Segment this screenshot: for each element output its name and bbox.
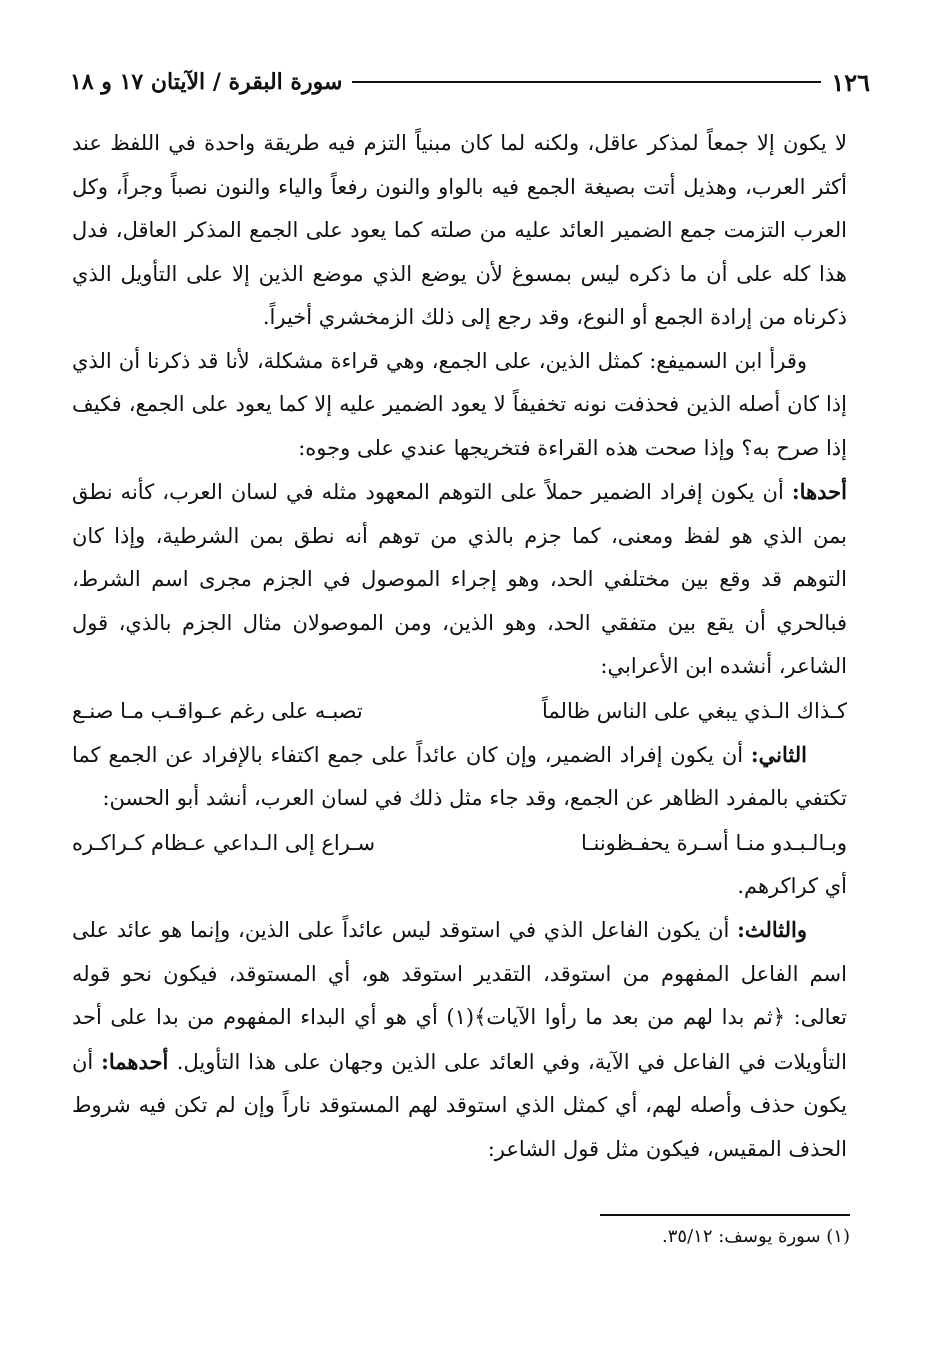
label-third: والثالث: xyxy=(737,917,807,942)
paragraph-2: وقرأ ابن السميفع: كمثل الذين، على الجمع، وهي قراءة مشكلة، لأنا قد ذكرنا أن الذي إذا كان أصله الذين فحذفت نونه تخفيفاً لا يعود الضمير عليه إلا كما يعود على الجمع، فكيف إذا صرح به؟ وإذا صحت هذه القراءة فتخريجها عندي على وجوه: xyxy=(72,348,847,460)
paragraph-5 xyxy=(72,908,847,1171)
verse-2-first-hemistich: وبـالـبـدو منـا أسـرة يحفـظوننـا xyxy=(580,830,847,855)
verse-2-second-hemistich: سـراع إلى الـداعي عـظام كـراكـره xyxy=(72,830,376,855)
paragraph-1: لا يكون إلا جمعاً لمذكر عاقل، ولكنه لما كان مبنياً التزم فيه طريقة واحدة في اللفظ عند أكثر العرب، وهذيل أتت بصيغة الجمع فيه بالواو والنون رفعاً والياء والنون نصباً وجراً، وكل العرب التزمت جمع الضمير العائد عليه من صلته كما يعود على الجمع المذكر العاقل، فدل هذا كله على أن ما ذكره ليس بمسوغ لأن يوضع الذي موضع الذين إلا على التأويل الذي ذكرناه من إرادة الجمع أو النوع، وقد رجع إلى ذلك الزمخشري أخيراً. xyxy=(72,131,847,329)
header-rule xyxy=(352,81,821,83)
footnote: (١) سورة يوسف: ٣٥/١٢. xyxy=(662,1226,850,1247)
verse-1-first-hemistich: كـذاك الـذي يبغي على الناس ظالماً xyxy=(542,698,847,723)
paragraph-3-text: أن يكون إفراد الضمير حملاً على التوهم المعهود مثله في لسان العرب، كأنه نطق بمن الذي هو لفظ ومعنى، كما جزم بالذي من توهم أنه نطق بمن الشرطية، وإذا كان التوهم قد وقع بين مختلفي الحد، وهو إجراء الموصول في الجزم مجرى اسم الشرط، فبالحري أن يقع بين متفقي الحد، وهو الذين، ومن الموصولان مثال الجزم بالذي، قول الشاعر، أنشده ابن الأعرابي: xyxy=(72,480,847,678)
label-first: أحدها: xyxy=(791,479,847,504)
running-title: سورة البقرة / الآيتان ١٧ و ١٨ xyxy=(70,69,343,95)
page-header xyxy=(70,62,870,102)
label-first-of-two: أحدهما: xyxy=(101,1048,177,1074)
label-second: الثاني: xyxy=(750,741,807,767)
page-number: ١٢٦ xyxy=(831,67,870,97)
verse-2 xyxy=(72,821,847,865)
paragraph-5-text: أن يكون الفاعل الذي في استوقد ليس عائداً على الذين، وإنما هو عائد على اسم الفاعل المفهوم من استوقد، التقدير استوقد هو، أي المستوقد، فيكون نحو قوله تعالى: ﴿ثم بدا لهم من بعد ما رأوا الآيات﴾(١) أي هو أي البداء المفهوم من بدا على أحد التأويلات في الفاعل في الآية، وفي العائد على الذين وجهان على هذا التأويل. xyxy=(72,918,848,1074)
footnote-rule xyxy=(600,1214,850,1216)
paragraph-4-text: أن يكون إفراد الضمير، وإن كان عائداً على جمع اكتفاء بالإفراد عن الجمع كما تكتفي بالمفرد الظاهر عن الجمع، وقد جاء مثل ذلك في لسان العرب، أنشد أبو الحسن: xyxy=(72,742,847,810)
verse-2-gloss: أي كراكرهم. xyxy=(737,873,847,898)
paragraph-3 xyxy=(72,470,847,689)
verse-1-second-hemistich: تصبـه على رغم عـواقـب مـا صنـع xyxy=(72,698,363,723)
verse-1 xyxy=(72,689,847,733)
paragraph-5-continuation: أن يكون حذف وأصله لهم، أي كمثل الذي استوقد لهم المستوقد ناراً وإن لم تكن فيه شروط الحذف المقيس، فيكون مثل قول الشاعر: xyxy=(72,1049,847,1161)
body-text xyxy=(72,122,847,1171)
paragraph-4 xyxy=(72,733,847,821)
